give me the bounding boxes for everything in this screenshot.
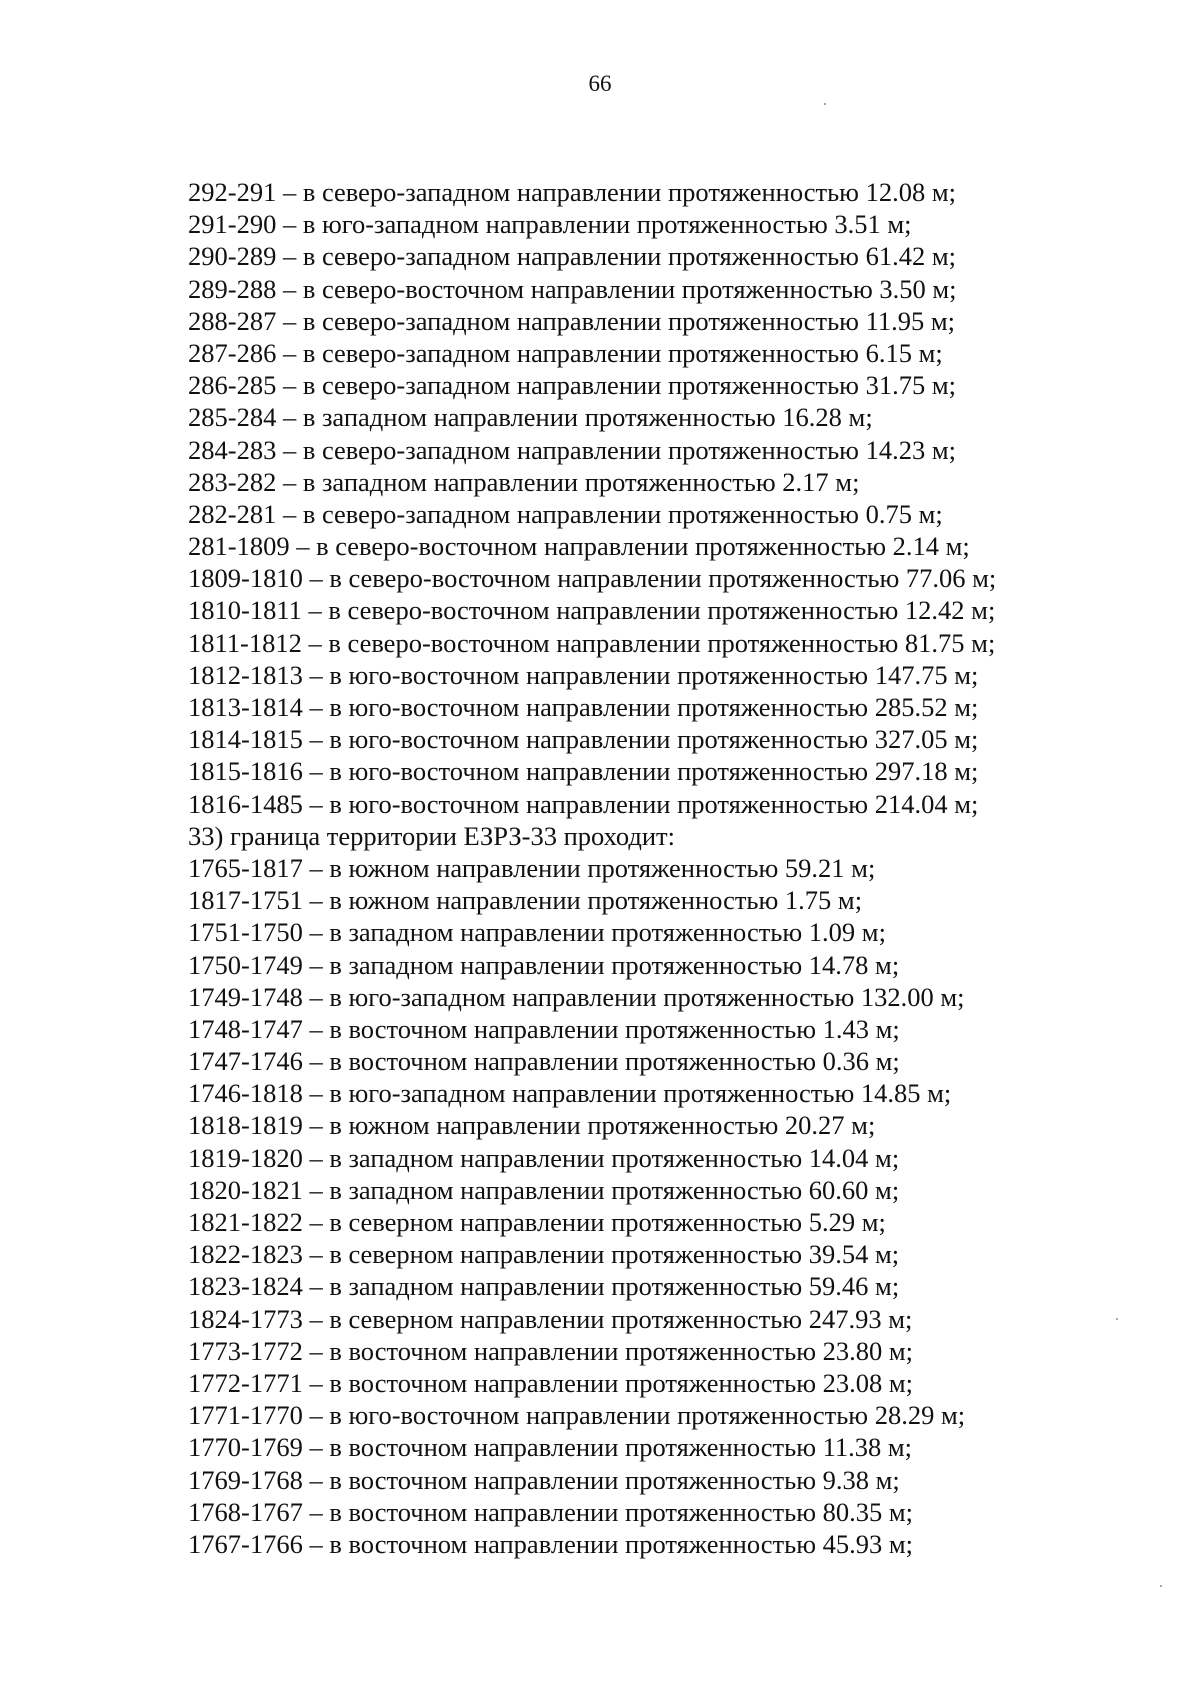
text-line: 288-287 – в северо-западном направлении протяженностью 11.95 м;: [188, 305, 955, 336]
text-line: 1821-1822 – в северном направлении протяженностью 5.29 м;: [188, 1207, 886, 1237]
text-line: 1748-1747 – в восточном направлении протяженностью 1.43 м;: [188, 1013, 900, 1044]
text-line: 1815-1816 – в юго-восточном направлении протяженностью 297.18 м;: [188, 756, 979, 787]
text-line: 291-290 – в юго-западном направлении протяженностью 3.51 м;: [188, 209, 912, 240]
text-line: 1767-1766 – в восточном направлении протяженностью 45.93 м;: [188, 1528, 913, 1559]
text-line: 1769-1768 – в восточном направлении протяженностью 9.38 м;: [188, 1464, 900, 1495]
text-line: 1820-1821 – в западном направлении протяженностью 60.60 м;: [188, 1174, 900, 1205]
text-line: 281-1809 – в северо-восточном направлении протяженностью 2.14 м;: [188, 531, 970, 562]
text-line: 1810-1811 – в северо-восточном направлении протяженностью 12.42 м;: [188, 595, 996, 626]
text-line: 1817-1751 – в южном направлении протяженностью 1.75 м;: [188, 885, 863, 916]
document-body: [188, 176, 1088, 1560]
text-line: 1770-1769 – в восточном направлении протяженностью 11.38 м;: [188, 1432, 913, 1463]
text-line: 1811-1812 – в северо-восточном направлении протяженностью 81.75 м;: [188, 627, 996, 658]
text-line: 1765-1817 – в южном направлении протяженностью 59.21 м;: [188, 852, 876, 883]
text-line: 290-289 – в северо-западном направлении протяженностью 61.42 м;: [188, 241, 956, 272]
text-line: 1822-1823 – в северном направлении протяженностью 39.54 м;: [188, 1239, 900, 1270]
text-line: 1751-1750 – в западном направлении протяженностью 1.09 м;: [188, 917, 886, 948]
text-line: 292-291 – в северо-западном направлении протяженностью 12.08 м;: [188, 177, 956, 207]
scan-speck: [1116, 1318, 1118, 1320]
text-line: 1768-1767 – в восточном направлении протяженностью 80.35 м;: [188, 1496, 913, 1527]
text-line: 1813-1814 – в юго-восточном направлении протяженностью 285.52 м;: [188, 692, 979, 722]
text-line: 1823-1824 – в западном направлении протяженностью 59.46 м;: [188, 1271, 900, 1302]
text-line: 1747-1746 – в восточном направлении протяженностью 0.36 м;: [188, 1046, 900, 1077]
page-number: 66: [588, 71, 612, 96]
section-heading: 33) граница территории ЕЗРЗ-33 проходит:: [188, 820, 675, 851]
text-line: 284-283 – в северо-западном направлении протяженностью 14.23 м;: [188, 434, 956, 465]
text-line: 1773-1772 – в восточном направлении протяженностью 23.80 м;: [188, 1335, 913, 1366]
text-line: 286-285 – в северо-западном направлении протяженностью 31.75 м;: [188, 370, 956, 401]
text-line: 1814-1815 – в юго-восточном направлении протяженностью 327.05 м;: [188, 724, 979, 755]
text-line: 1818-1819 – в южном направлении протяженностью 20.27 м;: [188, 1110, 876, 1141]
scan-speck: [824, 103, 826, 105]
scan-speck: [1160, 1585, 1162, 1587]
text-line: 1809-1810 – в северо-восточном направлении протяженностью 77.06 м;: [188, 563, 997, 594]
text-line: 287-286 – в северо-западном направлении протяженностью 6.15 м;: [188, 337, 943, 368]
text-line: 1816-1485 – в юго-восточном направлении протяженностью 214.04 м;: [188, 788, 979, 819]
text-line: 1750-1749 – в западном направлении протяженностью 14.78 м;: [188, 949, 900, 980]
text-line: 285-284 – в западном направлении протяженностью 16.28 м;: [188, 402, 873, 433]
text-line: 282-281 – в северо-западном направлении протяженностью 0.75 м;: [188, 498, 943, 529]
text-line: 283-282 – в западном направлении протяженностью 2.17 м;: [188, 466, 860, 497]
text-line: 289-288 – в северо-восточном направлении протяженностью 3.50 м;: [188, 273, 957, 304]
text-line: 1749-1748 – в юго-западном направлении протяженностью 132.00 м;: [188, 981, 965, 1012]
text-line: 1824-1773 – в северном направлении протяженностью 247.93 м;: [188, 1303, 913, 1334]
text-line: 1812-1813 – в юго-восточном направлении протяженностью 147.75 м;: [188, 659, 979, 690]
text-line: 1746-1818 – в юго-западном направлении протяженностью 14.85 м;: [188, 1078, 952, 1109]
text-line: 1819-1820 – в западном направлении протяженностью 14.04 м;: [188, 1142, 900, 1173]
text-line: 1771-1770 – в юго-восточном направлении протяженностью 28.29 м;: [188, 1400, 966, 1431]
text-line: 1772-1771 – в восточном направлении протяженностью 23.08 м;: [188, 1367, 913, 1398]
